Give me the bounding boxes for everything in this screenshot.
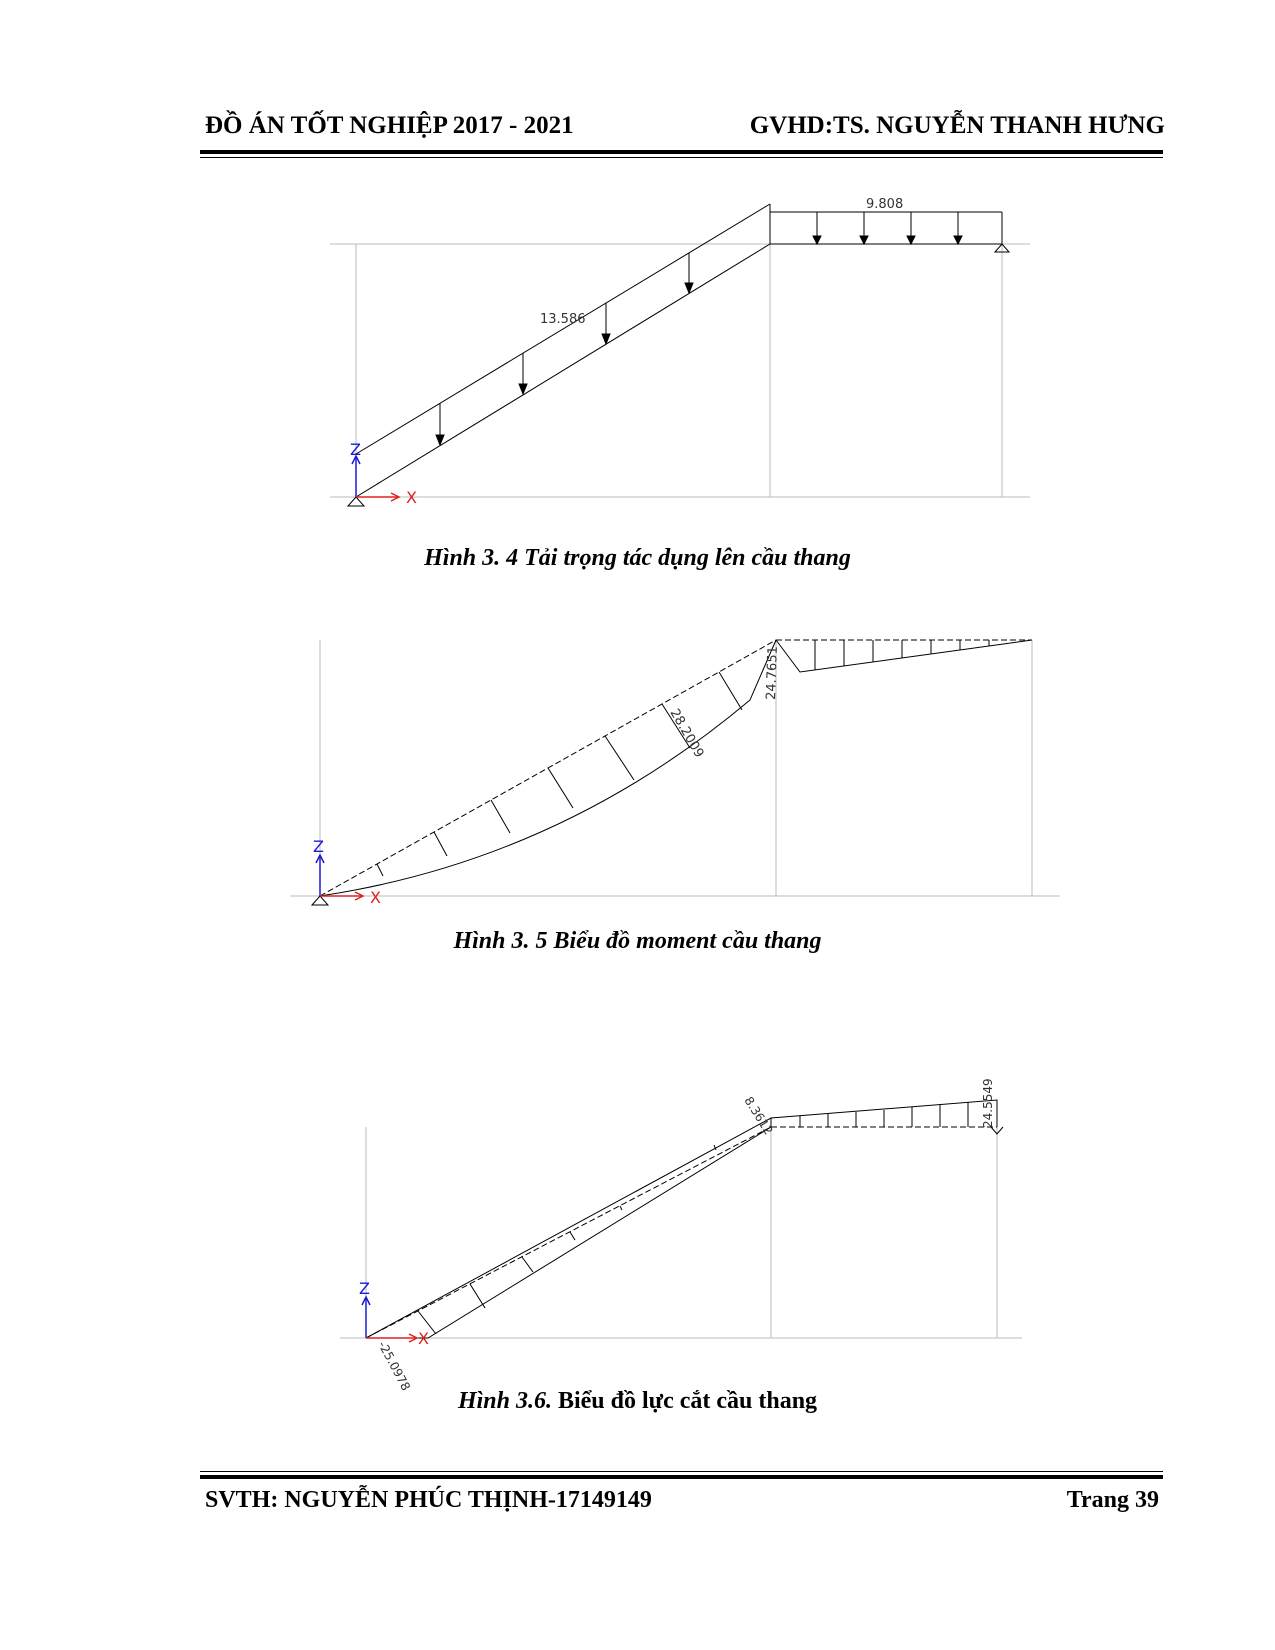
- shear-axis-x-label: X: [418, 1329, 429, 1348]
- landing-load-label: 9.808: [866, 197, 904, 212]
- page-number: Trang 39: [1066, 1487, 1159, 1513]
- figure-caption-3-5: Hình 3. 5 Biểu đồ moment cầu thang: [453, 928, 822, 954]
- shear-axis-z-label: Z: [359, 1279, 370, 1298]
- joint-shear-label: 8.3612: [741, 1094, 776, 1138]
- shear-ordinates: [418, 1102, 968, 1334]
- footer-left: SVTH: NGUYỄN PHÚC THỊNH-17149149: [205, 1487, 652, 1513]
- inclined-load-label: 13.586: [540, 312, 586, 327]
- span-moment-label: 28.2009: [666, 706, 707, 761]
- header-left: ĐỒ ÁN TỐT NGHIỆP 2017 - 2021: [205, 112, 574, 139]
- axis-z-label: Z: [350, 440, 361, 459]
- moment-axis-x-label: X: [370, 888, 381, 907]
- shear-grid: [340, 1127, 1022, 1338]
- base-shear-label: -25.0978: [375, 1338, 414, 1394]
- joint-moment-label: 24.7651: [764, 645, 781, 701]
- footer-rule-thin: [200, 1471, 1163, 1472]
- shear-member: [366, 1100, 997, 1338]
- figure-caption-3-4: Hình 3. 4 Tải trọng tác dụng lên cầu thang: [424, 545, 851, 571]
- header-right: GVHD:TS. NGUYỄN THANH HƯNG: [749, 112, 1165, 139]
- moment-axis-z-label: Z: [313, 837, 324, 856]
- axis-x-label: X: [406, 488, 417, 507]
- footer-rule-thick: [200, 1475, 1163, 1479]
- figure-caption-3-6-rest: Biểu đồ lực cắt cầu thang: [551, 1388, 818, 1414]
- end-shear-label: 24.5549: [981, 1078, 995, 1128]
- figure-caption-3-6-prefix: Hình 3.6.: [457, 1388, 552, 1414]
